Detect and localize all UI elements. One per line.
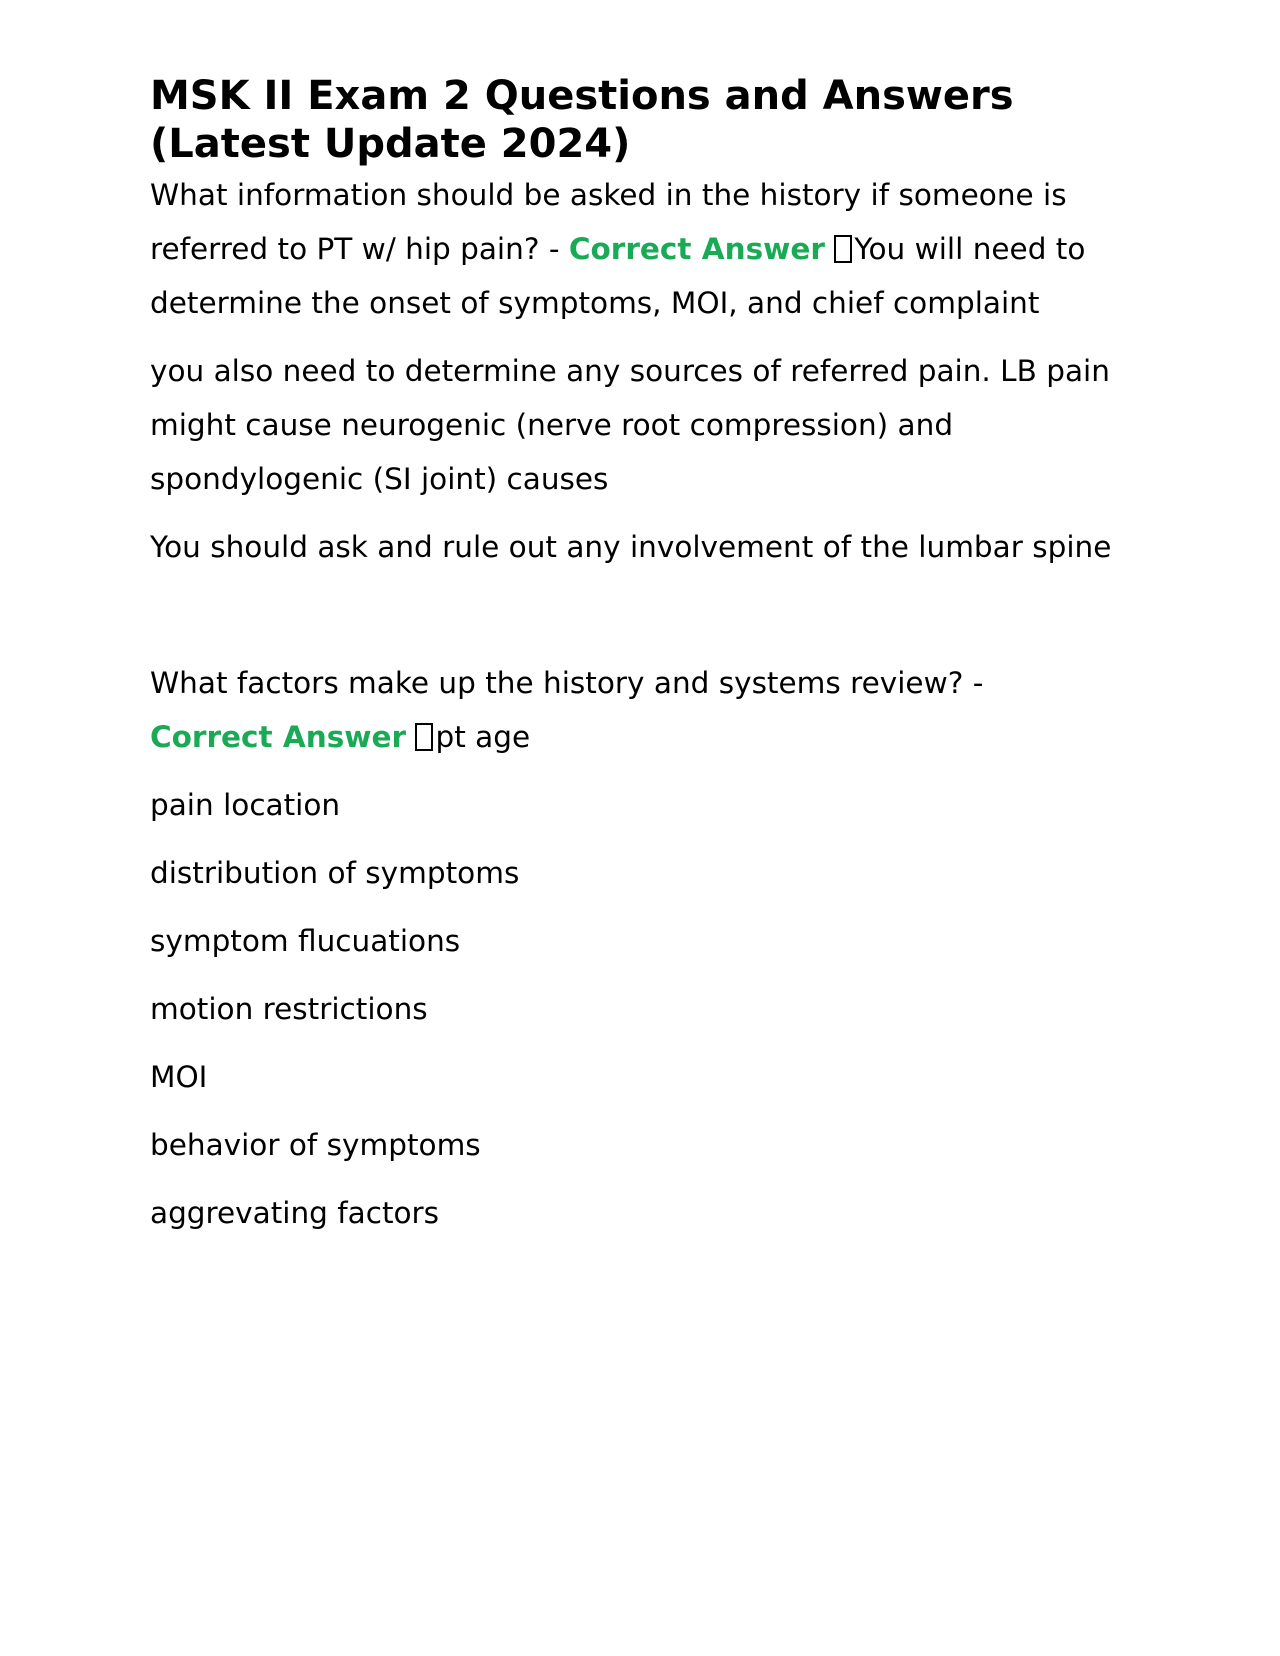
question-2 — [150, 656, 1130, 764]
title-line-1: MSK II Exam 2 Questions and Answers — [150, 73, 1014, 119]
document-page — [150, 72, 1130, 1254]
title-line-2: (Latest Update 2024) — [150, 121, 631, 167]
answer-2-item: symptom flucuations — [150, 924, 461, 958]
answer-2-item: motion restrictions — [150, 992, 428, 1026]
answer-1-text: You will need to determine the onset of symptoms, MOI, and chief complaint — [150, 232, 1086, 320]
answer-2-item: pain location — [150, 788, 341, 822]
answer-2-item: distribution of symptoms — [150, 856, 520, 890]
question-2-text: What factors make up the history and systems review? - — [150, 666, 984, 700]
missing-glyph-icon — [834, 235, 852, 263]
missing-glyph-icon — [415, 723, 433, 751]
answer-2-item: behavior of symptoms — [150, 1128, 481, 1162]
section-spacer — [150, 588, 1130, 656]
answer-2-text: pt age — [435, 720, 531, 754]
correct-answer-label: Correct Answer — [568, 232, 825, 266]
answer-1-paragraph: you also need to determine any sources of referred pain. LB pain might cause neurogenic (nerve root compression) and spondylogenic (SI joint) causes — [150, 354, 1110, 496]
answer-2-item: MOI — [150, 1060, 208, 1094]
document-title — [150, 72, 1130, 168]
answer-2-item: aggrevating factors — [150, 1196, 440, 1230]
answer-1-paragraph: You should ask and rule out any involvement of the lumbar spine — [150, 530, 1112, 564]
correct-answer-label: Correct Answer — [150, 720, 407, 754]
question-1-text: What information should be asked in the history if someone is referred to PT w/ hip pain? - — [150, 178, 1067, 266]
question-1 — [150, 168, 1130, 330]
